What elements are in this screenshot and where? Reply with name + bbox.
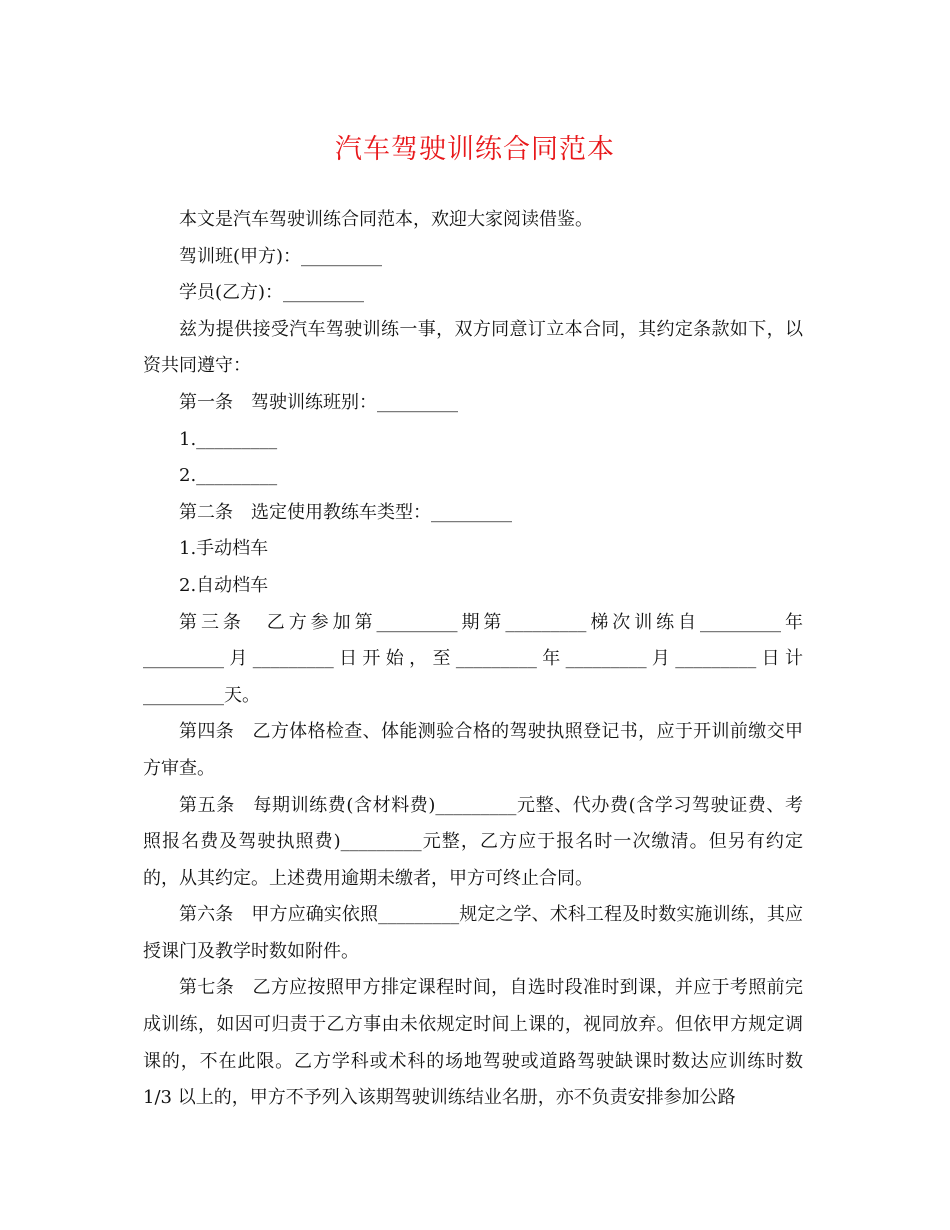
paragraph-article-2: 第二条 选定使用教练车类型：_________ xyxy=(179,501,512,523)
paragraph-article-1-item-1: 1._________ xyxy=(179,428,278,450)
paragraph-intro: 本文是汽车驾驶训练合同范本，欢迎大家阅读借鉴。 xyxy=(179,209,593,230)
paragraph-article-1-item-2: 2._________ xyxy=(179,465,278,487)
paragraph-preamble: 兹为提供接受汽车驾驶训练一事，双方同意订立本合同，其约定条款如下，以资共同遵守： xyxy=(143,318,803,377)
paragraph-article-2-item-1: 1.手动档车 xyxy=(179,538,269,560)
paragraph-party-a: 驾训班(甲方)：_________ xyxy=(179,245,383,267)
paragraph-article-2-item-2: 2.自动档车 xyxy=(179,574,269,596)
paragraph-article-7: 第七条 乙方应按照甲方排定课程时间，自选时段准时到课，并应于考照前完成训练，如因可归责于乙方事由未依规定时间上课的，视同放弃。但依甲方规定调课的，不在此限。乙方学科或术科的场地驾驶或道路驾驶缺课时数达应训练时数 1/3 以上的，甲方不予列入该期驾驶训练结业名册，亦不负责安排参加公路 xyxy=(143,977,809,1109)
document-body xyxy=(143,202,809,1117)
paragraph-article-5: 第五条 每期训练费(含材料费)_________元整、代办费(含学习驾驶证费、考照报名费及驾驶执照费)_________元整，乙方应于报名时一次缴清。但另有约定的，从其约定。上述费用逾期未缴者，甲方可终止合同。 xyxy=(143,794,803,889)
paragraph-article-1: 第一条 驾驶训练班别：_________ xyxy=(179,391,458,413)
paragraph-party-b: 学员(乙方)：_________ xyxy=(179,282,365,304)
paragraph-article-3: 第三条 乙方参加第_________期第_________梯次训练自_________年_________月_________日开始，至_________年_________月_________日计_________天。 xyxy=(143,611,803,706)
paragraph-article-4: 第四条 乙方体格检查、体能测验合格的驾驶执照登记书，应于开训前缴交甲方审查。 xyxy=(143,721,803,779)
document-title: 汽车驾驶训练合同范本 xyxy=(335,134,615,165)
paragraph-article-6: 第六条 甲方应确实依照_________规定之学、术科工程及时数实施训练，其应授课门及教学时数如附件。 xyxy=(143,904,803,962)
